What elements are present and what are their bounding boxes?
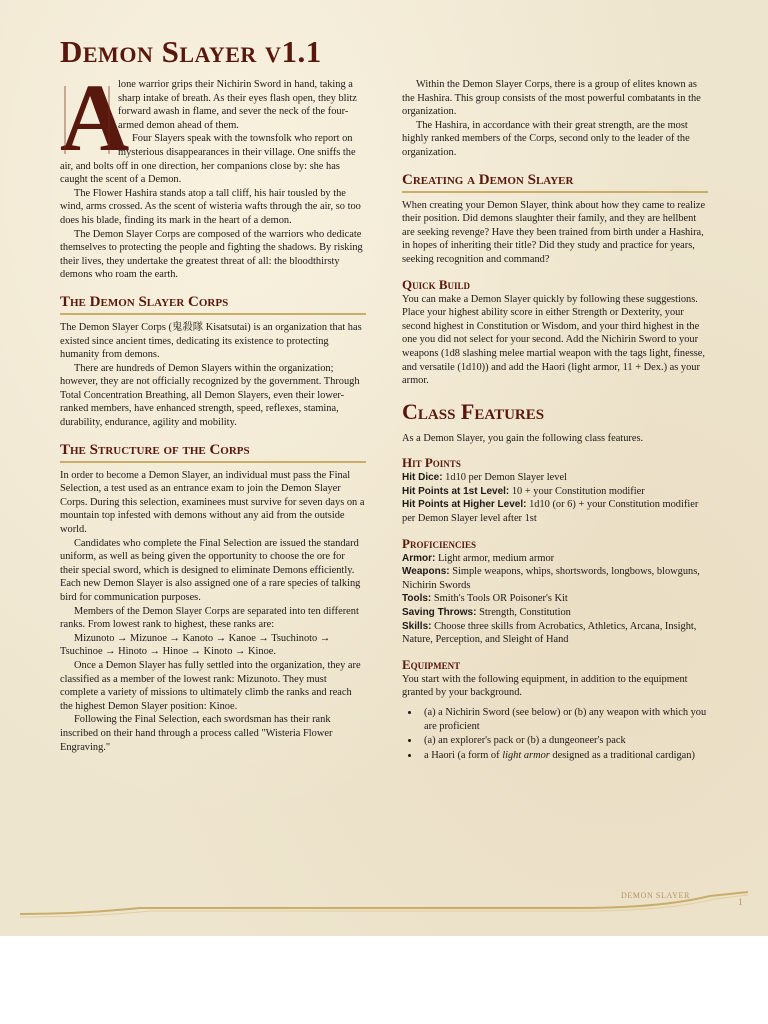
- equipment-item-3-emphasis: light armor: [502, 749, 550, 761]
- left-column: [60, 64, 366, 754]
- structure-paragraph-5: Once a Demon Slayer has fully settled into the organization, they are classified as a member of the lowest rank: Mizunoto. They must complete a variety of missions to ultimately climb the ranks and reach the highest Demon Slayer position: Kinoe.: [60, 659, 361, 712]
- hp-first-level-value: 10 + your Constitution modifier: [511, 485, 645, 497]
- skills-value: Choose three skills from Acrobatics, Athletics, Arcana, Insight, Nature, Perception, and Sleight of Hand: [402, 620, 697, 646]
- intro-paragraph-4: The Demon Slayer Corps are composed of the warriors who dedicate themselves to protecting the people and fighting the shadows. By risking their lives, they undertake the greatest threat of all: the bloodthirsty demons who roam the earth.: [60, 228, 363, 281]
- class-features-intro: As a Demon Slayer, you gain the following class features.: [402, 432, 644, 444]
- creating-paragraph: When creating your Demon Slayer, think about how they came to realize their position. Did demons slaughter their family, and they are hellbent are seeking revenge? Have they been trained from birth under a Hashira, in hopes of inheriting their title? Did they study and practice for years, seeking recognition and command?: [402, 199, 706, 265]
- equipment-heading: Equipment: [402, 656, 461, 672]
- hashira-paragraph-2: The Hashira, in accordance with their great strength, are the most highly ranked members of the Corps, second only to the leader of the organization.: [402, 119, 690, 158]
- hashira-paragraph-1: Within the Demon Slayer Corps, there is a group of elites known as the Hashira. This group consists of the most powerful combatants in the organization.: [402, 79, 701, 118]
- tools-row: [402, 592, 708, 606]
- intro-paragraph-3: The Flower Hashira stands atop a tall cliff, his hair tousled by the wind, arms crossed. As the scent of wisteria wafts through the air, so too does his blade, finding its mark in the heart of a demon.: [60, 187, 361, 226]
- drop-cap-letter: A: [60, 64, 130, 171]
- hp-higher-level-value: 1d10 (or 6) + your Constitution modifier per Demon Slayer level after 1st: [402, 499, 699, 525]
- proficiencies-heading: Proficiencies: [402, 535, 476, 551]
- structure-paragraph-6: Following the Final Selection, each swordsman has their rank inscribed on their hand through a process called "Wisteria Flower Engraving.": [60, 714, 333, 753]
- corps-paragraph-1: The Demon Slayer Corps (鬼殺隊 Kisatsutai) is an organization that has existed since ancient times, dedicating its existence to protecting humanity from demons.: [60, 321, 362, 361]
- equipment-item-3-pre: a Haori (a form of: [424, 749, 503, 761]
- hp-first-level-row: [402, 485, 708, 499]
- equipment-item-1: • (a) a Nichirin Sword (see below) or (b) any weapon with which you are proficient: [420, 706, 708, 733]
- hp-higher-level-row: [402, 498, 708, 525]
- structure-paragraph-2: Candidates who complete the Final Selection are issued the standard uniform, as well as being given the opportunity to choose the ore for their special sword, which is designed to eliminate Demons efficiently. Each new Demon Slayer is also assigned one of a rare species of talking bird for communication purposes.: [60, 537, 361, 603]
- corps-paragraph-2: There are hundreds of Demon Slayers within the organization; however, they are not officially recognized by the government. Through Total Concentration Breathing, all Demon Slayers, even their lower-ranked members, have enhanced strength, speed, reflexes, stamina, durability, endurance, agility and mobility.: [60, 362, 360, 429]
- weapons-label: Weapons:: [402, 566, 450, 578]
- right-column: [402, 78, 708, 763]
- skills-label: Skills:: [402, 620, 432, 632]
- hit-dice-row: [402, 471, 708, 485]
- equipment-item-3-post: designed as a traditional cardigan): [549, 749, 695, 761]
- weapons-row: [402, 565, 708, 592]
- saving-throws-label: Saving Throws:: [402, 607, 477, 619]
- armor-row: [402, 552, 708, 566]
- tools-label: Tools:: [402, 593, 432, 605]
- tools-value: Smith's Tools OR Poisoner's Kit: [433, 593, 568, 605]
- equipment-list: [402, 706, 708, 762]
- intro-section: [60, 64, 366, 282]
- equipment-intro: You start with the following equipment, in addition to the equipment granted by your background.: [402, 673, 688, 699]
- document-title: Demon Slayer v1.1: [60, 34, 322, 69]
- creating-heading: Creating a Demon Slayer: [402, 172, 708, 193]
- structure-heading: The Structure of the Corps: [60, 442, 366, 463]
- intro-paragraph-2: Four Slayers speak with the townsfolk who report on mysterious disappearances in their village. One sniffs the air, and bolts off in one direction, her companions close by: she has caught the scent of a Demon.: [60, 133, 356, 186]
- structure-paragraph-3: Members of the Demon Slayer Corps are separated into ten different ranks. From lowest rank to highest, these ranks are:: [60, 605, 359, 631]
- equipment-item-3: [420, 749, 708, 763]
- intro-paragraph-1: lone warrior grips their Nichirin Sword in hand, taking a sharp intake of breath. As their eyes flash open, they blitz forward awash in flame, and sever the neck of the four-armed demon ahead of them.: [118, 79, 357, 131]
- armor-label: Armor:: [402, 552, 436, 564]
- skills-row: [402, 620, 708, 647]
- rank-list: Mizunoto → Mizunoe → Kanoto → Kanoe → Tsuchinoto → Tsuchinoe → Hinoto → Hinoe → Kinoto → Kinoe.: [60, 632, 331, 658]
- quick-build-heading: Quick Build: [402, 276, 471, 292]
- class-features-heading: Class Features: [402, 398, 545, 424]
- footer-label: DEMON SLAYER: [621, 891, 690, 900]
- weapons-value: Simple weapons, whips, shortswords, longbows, blowguns, Nichirin Swords: [402, 566, 700, 591]
- hit-points-heading: Hit Points: [402, 455, 461, 471]
- page-number: 1: [738, 897, 743, 907]
- saving-throws-value: Strength, Constitution: [479, 607, 571, 619]
- corps-heading: The Demon Slayer Corps: [60, 294, 366, 315]
- hit-dice-value: 1d10 per Demon Slayer level: [445, 472, 567, 484]
- structure-paragraph-1: In order to become a Demon Slayer, an individual must pass the Final Selection, a test used as an entrance exam to join the Demon Slayer Corps. During this selection, examinees must survive for seven days on a mountain top infested with demons without any aid from the outside world.: [60, 469, 365, 536]
- hp-higher-level-label: Hit Points at Higher Level:: [402, 499, 527, 511]
- hp-first-level-label: Hit Points at 1st Level:: [402, 485, 510, 497]
- saving-throws-row: [402, 606, 708, 620]
- armor-value: Light armor, medium armor: [437, 552, 555, 564]
- quick-build-paragraph: You can make a Demon Slayer quickly by following these suggestions. Place your highest ability score in either Strength or Dexterity, your second highest in Constitution or Wisdom, and your third highest in the one you did not select for your second. Add the Nichirin Sword to your weapons (1d8 slashing melee martial weapon with the tags light, finesse, and versatile (1d10)) and add the Haori (light armor, 11 + Dex.) as your armor.: [402, 293, 705, 387]
- hit-dice-label: Hit Dice:: [402, 472, 443, 484]
- equipment-item-2: • (a) an explorer's pack or (b) a dungeoneer's pack: [420, 734, 708, 748]
